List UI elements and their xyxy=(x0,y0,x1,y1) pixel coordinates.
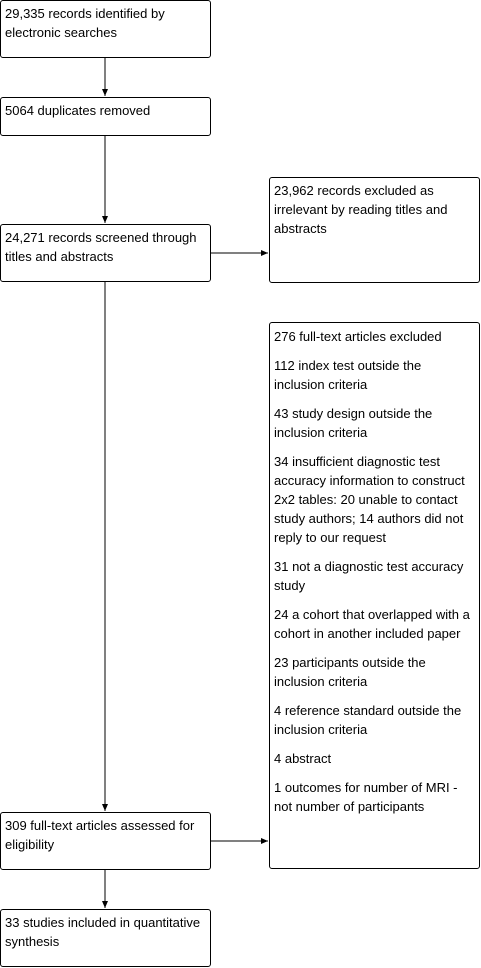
studies-included-box xyxy=(0,909,211,967)
exclusion-item: 4 abstract xyxy=(274,751,332,766)
records-screened-box xyxy=(0,224,211,282)
studies-included-text: 33 studies included in quantitative synthesis xyxy=(5,915,201,949)
exclusion-item: 43 study design outside the inclusion criteria xyxy=(274,406,433,440)
exclusion-item: 24 a cohort that overlapped with a cohort in another included paper xyxy=(274,607,470,641)
exclusion-item: 1 outcomes for number of MRI - not number of participants xyxy=(274,780,458,814)
records-identified-text: 29,335 records identified by electronic searches xyxy=(5,6,165,40)
records-identified-box xyxy=(0,0,211,58)
duplicates-removed-box xyxy=(0,97,211,136)
fulltext-assessed-text: 309 full-text articles assessed for eligibility xyxy=(5,818,195,852)
exclusion-item: 276 full-text articles excluded xyxy=(274,329,442,344)
exclusion-item: 112 index test outside the inclusion criteria xyxy=(274,358,422,392)
records-excluded-text: 23,962 records excluded as irrelevant by reading titles and abstracts xyxy=(274,183,448,236)
exclusion-item: 34 insufficient diagnostic test accuracy information to construct 2x2 tables: 20 unable to contact study authors; 14 authors did not reply to our request xyxy=(274,454,465,545)
exclusion-item: 23 participants outside the inclusion criteria xyxy=(274,655,426,689)
exclusion-item: 4 reference standard outside the inclusion criteria xyxy=(274,703,462,737)
fulltext-assessed-box xyxy=(0,812,211,870)
records-excluded-box xyxy=(269,177,480,283)
duplicates-removed-text: 5064 duplicates removed xyxy=(5,103,151,118)
fulltext-excluded-box xyxy=(269,322,480,869)
records-screened-text: 24,271 records screened through titles and abstracts xyxy=(5,230,197,264)
exclusion-item: 31 not a diagnostic test accuracy study xyxy=(274,559,464,593)
